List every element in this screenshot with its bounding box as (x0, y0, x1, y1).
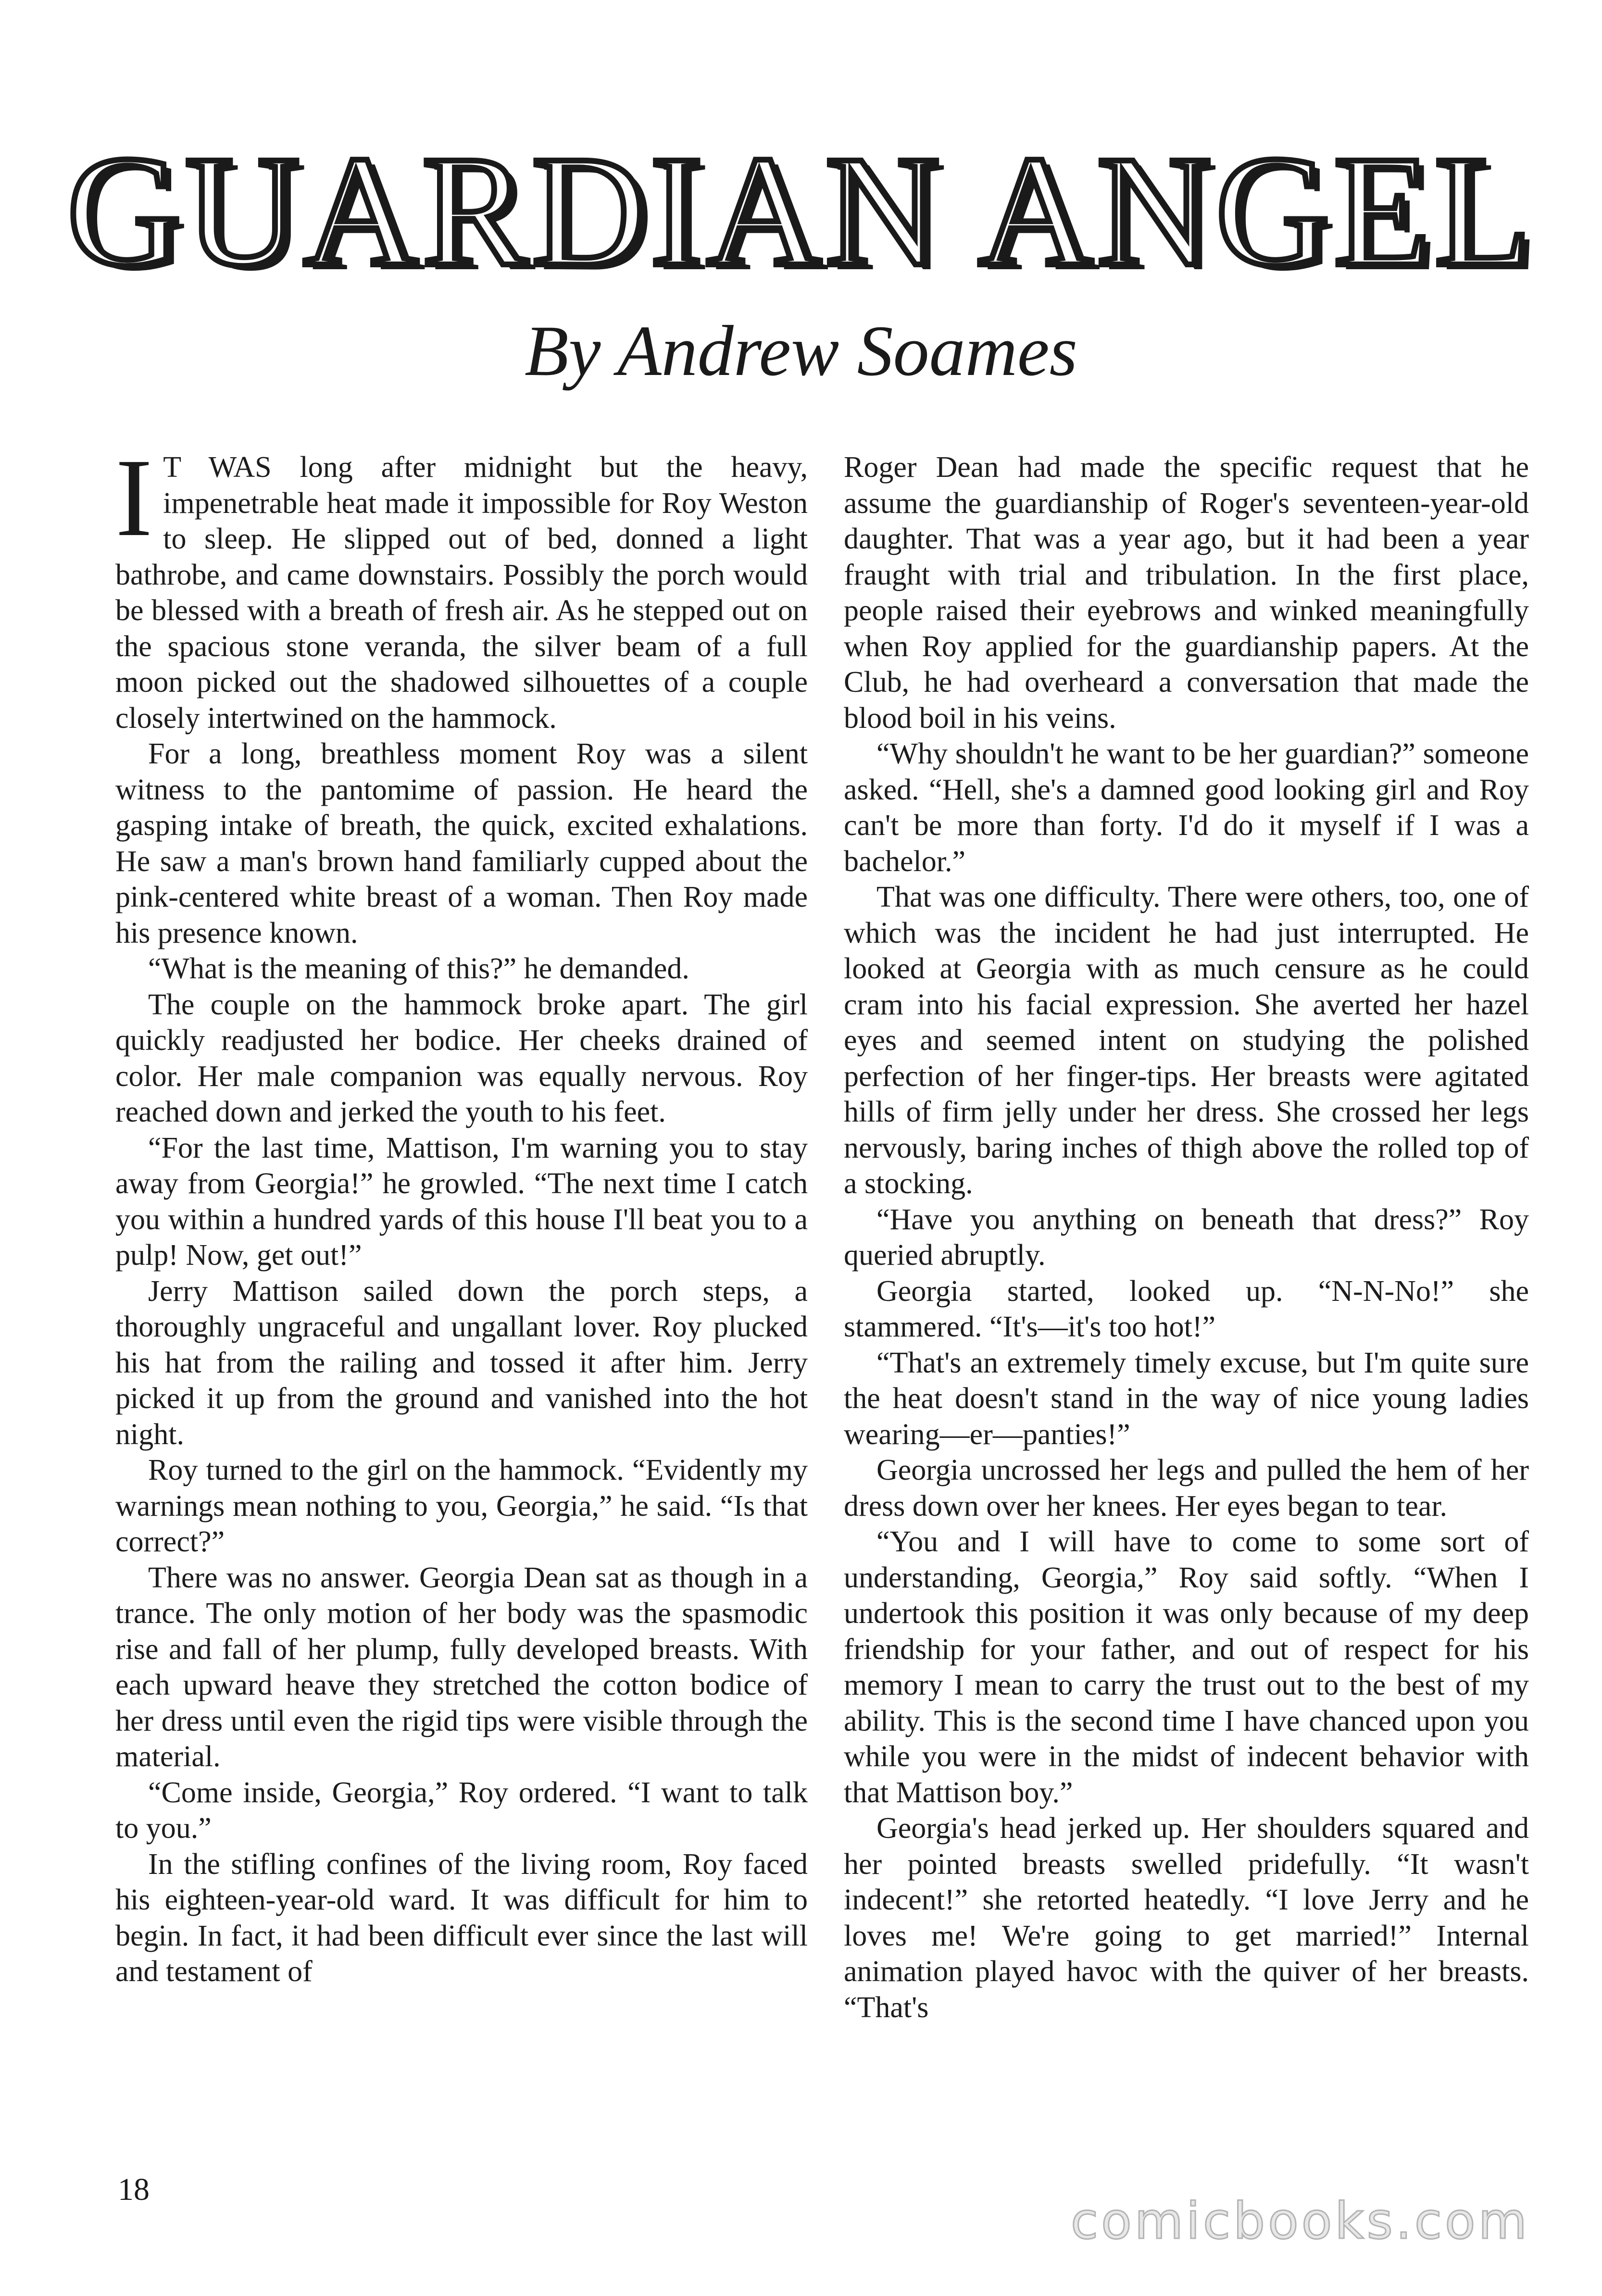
right-column (844, 449, 1529, 2025)
paragraph: “For the last time, Mattison, I'm warning you to stay away from Georgia!” he growled. “The next time I catch you within a hundred yards of this house I'll beat you to a pulp! Now, get out!” (115, 1131, 808, 1272)
paragraph: In the stifling confines of the living room, Roy faced his eighteen-year-old ward. It was difficult for him to begin. In fact, it had been difficult ever since the last will and testament of (115, 1847, 808, 1988)
byline: By Andrew Soames (525, 311, 1077, 391)
paragraph: For a long, breathless moment Roy was a silent witness to the pantomime of passion. He heard the gasping intake of breath, the quick, excited exhalations. He saw a man's brown hand familiarly cupped about the pink-centered white breast of a woman. Then Roy made his presence known. (115, 737, 808, 949)
paragraph: Georgia's head jerked up. Her shoulders squared and her pointed breasts swelled pridefully. “It wasn't indecent!” she retorted heatedly. “I love Jerry and he loves me! We're going to get married!” Internal animation played havoc with the quiver of her breasts. “That's (844, 1812, 1529, 2024)
left-column (115, 436, 808, 1990)
watermark: comicbooks.com (1070, 2192, 1530, 2250)
page-number: 18 (118, 2172, 150, 2207)
paragraph: “You and I will have to come to some sort of understanding, Georgia,” Roy said softly. “When I undertook this position it was only because of my deep friendship for your father, and out of respect for his memory I mean to carry the trust out to the best of my ability. This is the second time I have chanced upon you while you were in the midst of indecent behavior with that Mattison boy.” (844, 1525, 1529, 1809)
paragraph: “Why shouldn't he want to be her guardian?” someone asked. “Hell, she's a damned good looking girl and Roy can't be more than forty. I'd do it myself if I was a bachelor.” (844, 737, 1529, 878)
paragraph (115, 436, 808, 736)
paragraph-text: T WAS long after midnight but the heavy, impenetrable heat made it impossible for Roy Weston to sleep. He slipped out of bed, donned a light bathrobe, and came downstairs. Possibly the porch would be blessed with a breath of fresh air. As he stepped out on the spacious stone veranda, the silver beam of a full moon picked out the shadowed silhouettes of a couple closely intertwined on the hammock. (115, 451, 808, 735)
paragraph: “What is the meaning of this?” he demanded. (148, 952, 689, 985)
paragraph: There was no answer. Georgia Dean sat as though in a trance. The only motion of her body was the spasmodic rise and fall of her plump, fully developed breasts. With each upward heave they stretched the cotton bodice of her dress until even the rigid tips were visible through the material. (115, 1561, 808, 1773)
paragraph: That was one difficulty. There were others, too, one of which was the incident he had just interrupted. He looked at Georgia with as much censure as he could cram into his facial expression. She averted her hazel eyes and seemed intent on studying the polished perfection of her finger-tips. Her breasts were agitated hills of firm jelly under her dress. She crossed her legs nervously, baring inches of thigh above the rolled top of a stocking. (844, 881, 1529, 1200)
paragraph: The couple on the hammock broke apart. The girl quickly readjusted her bodice. Her cheeks drained of color. Her male companion was equally nervous. Roy reached down and jerked the youth to his feet. (115, 988, 808, 1128)
paragraph: Roy turned to the girl on the hammock. “Evidently my warnings mean nothing to you, Georgia,” he said. “Is that correct?” (115, 1454, 808, 1558)
paragraph: Jerry Mattison sailed down the porch steps, a thoroughly ungraceful and ungallant lover. Roy plucked his hat from the railing and tossed it after him. Jerry picked it up from the ground and vanished into the hot night. (115, 1274, 808, 1451)
paragraph: “Come inside, Georgia,” Roy ordered. “I want to talk to you.” (115, 1776, 808, 1845)
paragraph: Georgia uncrossed her legs and pulled the hem of her dress down over her knees. Her eyes began to tear. (844, 1454, 1529, 1522)
paragraph: Georgia started, looked up. “N-N-No!” she stammered. “It's—it's too hot!” (844, 1274, 1529, 1343)
paragraph: “That's an extremely timely excuse, but I'm quite sure the heat doesn't stand in the way of nice young ladies wearing—er—panties!” (844, 1346, 1529, 1451)
page-title: GUARDIAN ANGEL (66, 124, 1536, 299)
paragraph: Roger Dean had made the specific request that he assume the guardianship of Roger's seventeen-year-old daughter. That was a year ago, but it had been a year fraught with trial and tribulation. In the first place, people raised their eyebrows and winked meaningfully when Roy applied for the guardianship papers. At the Club, he had overheard a conversation that made the blood boil in his veins. (844, 451, 1529, 735)
drop-cap: I (115, 436, 153, 560)
paragraph: “Have you anything on beneath that dress?” Roy queried abruptly. (844, 1203, 1529, 1272)
